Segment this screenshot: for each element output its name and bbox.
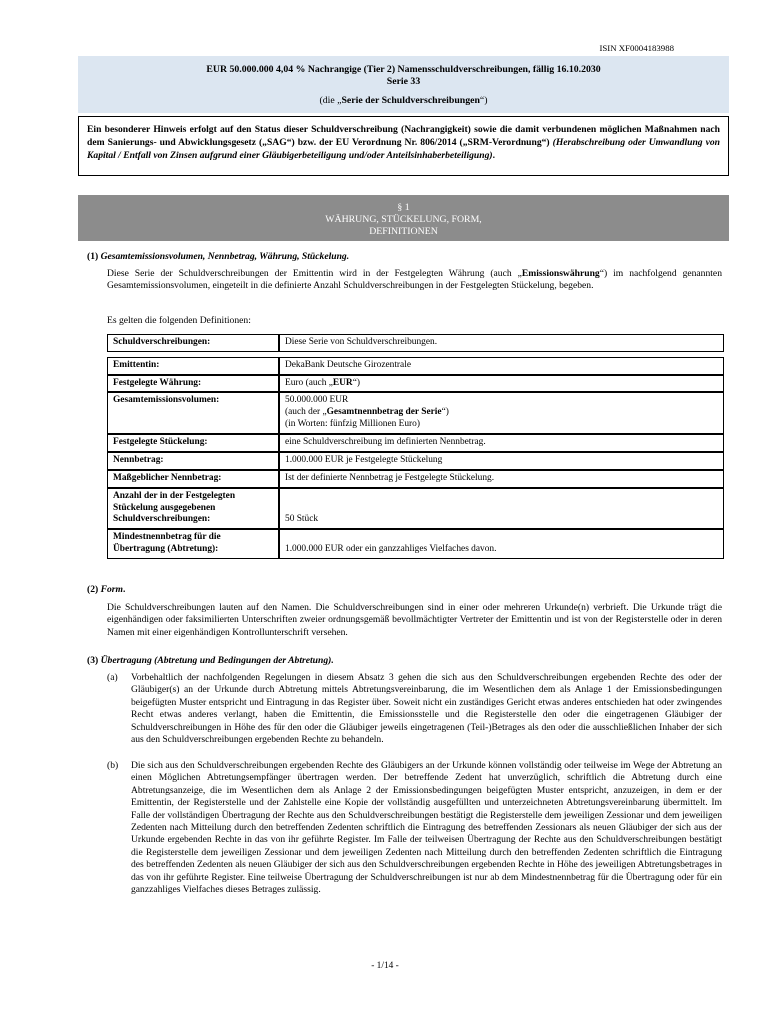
subsection-2-text: Die Schuldverschreibungen lauten auf den Namen. Die Schuldverschreibungen sind in einer oder mehreren Urkunde(n) verbrieft. Die Urkunde trägt die eigenhändigen oder faksimilierten Unterschriften zweier ordnungsgemäß bevollmächtigter Vertreter der Emittentin und ist von der Registerstelle oder in deren Namen mit einer eigenhändigen Kontrollunterschrift versehen.: [107, 602, 722, 638]
subsection-1-heading: (1) Gesamtemissionsvolumen, Nennbetrag, Währung, Stückelung.: [87, 251, 350, 262]
item-a-label: (a): [107, 672, 118, 683]
item-a-text: Vorbehaltlich der nachfolgenden Regelungen in diesem Absatz 3 gehen die sich aus den Schuldverschreibungen ergebenden Rechte des oder der Gläubiger(s) an der Urkunde durch Abtretung mittels Abtretungsvereinbarung, die im Wesentlichen dem als Anlage 1 der Emissionsbedingungen beigefügten Muster entspricht und Eintragung in das Register über. Soweit nicht ein zuständiges Gericht etwas anderes entschieden hat oder zwingendes Recht etwas anderes verlangt, haben die Emittentin, die Emissionsstelle und die Registerstelle den oder die eingetragenen Gläubiger der Schuldverschreibungen in Höhe des für den oder die Gläubiger jeweils eingetragenen (Teil-)Betrages als den oder die ausschließlichen Inhaber der sich aus den Schuldverschreibungen ergebenden Rechte zu behandeln.: [131, 672, 722, 746]
section-number: § 1: [397, 202, 410, 213]
section-title-line2: DEFINITIONEN: [369, 226, 438, 237]
document-header: [78, 56, 729, 113]
document-title: EUR 50.000.000 4,04 % Nachrangige (Tier 2) Namensschuldverschreibungen, fällig 16.10.2030: [206, 64, 601, 75]
definitions-table: [107, 334, 724, 559]
definition-row: Anzahl der in der Festgelegten Stückelung ausgegebenen Schuldverschreibungen: 50 Stück: [107, 488, 724, 529]
definition-row: Festgelegte Währung: Euro (auch „EUR“): [107, 375, 724, 393]
subsection-3-heading: (3) Übertragung (Abtretung und Bedingungen der Abtretung).: [87, 655, 334, 666]
definition-row: Gesamtemissionsvolumen: 50.000.000 EUR (auch der „Gesamtnennbetrag der Serie“) (in Worten: fünfzig Millionen Euro): [107, 392, 724, 434]
item-b-text: Die sich aus den Schuldverschreibungen ergebenden Rechte des Gläubigers an der Urkunde können vollständig oder teilweise im Wege der Abtretung an einen Möglichen Abtretungsempfänger übertragen werden. Der betreffende Zedent hat unverzüglich, schriftlich die Abtretung durch eine Abtretungsanzeige, die im Wesentlichen dem als Anlage 2 der Emissionsbedingungen beigefügten Muster entspricht, anzuzeigen, in dem er der Emittentin, der Registerstelle und der Zahlstelle eine Kopie der vollständig ausgefüllten und unterzeichneten Abtretungsvereinbarung übermittelt. Im Falle der vollständigen Übertragung der Rechte aus den Schuldverschreibungen bestätigt die Registerstelle dem jeweiligen Zessionar und dem jeweiligen Zedenten nach Mitteilung durch den betreffenden Zedenten schriftlich die Eintragung des betreffenden Zessionars als neuen Gläubiger der sich aus der Urkunde ergebenden Rechte in das von ihr geführte Register. Im Falle der teilweisen Übertragung der Rechte aus den Schuldverschreibungen bestätigt die Registerstelle dem jeweiligen Zessionar und dem jeweiligen Zedenten nach Mitteilung durch den betreffenden Zedenten schriftlich die Eintragung des betreffenden Zedenten als neuen Gläubiger der sich aus den Schuldverschreibungen ergebenden Rechte in Höhe des jeweiligen Abtretungsbetrages in das von ihr geführte Register. Eine teilweise Übertragung der Schuldverschreibungen ist nur ab dem Mindestnennbetrag für die Übertragung oder für ein ganzzahliges Vielfaches dieses Betrages zulässig.: [131, 760, 722, 896]
definition-row: Emittentin: DekaBank Deutsche Girozentrale: [107, 357, 724, 375]
item-b-label: (b): [107, 760, 119, 771]
page-number: - 1/14 -: [371, 961, 399, 971]
currency-value: Euro (auch „EUR“): [279, 375, 724, 393]
definition-row: Festgelegte Stückelung: eine Schuldverschreibung im definierten Nennbetrag.: [107, 434, 724, 452]
definition-row: Maßgeblicher Nennbetrag: Ist der definierte Nennbetrag je Festgelegte Stückelung.: [107, 470, 724, 488]
definition-row: Mindestnennbetrag für die Übertragung (Abtretung): 1.000.000 EUR oder ein ganzzahliges Vielfaches davon.: [107, 529, 724, 559]
section-heading: [78, 195, 729, 241]
series-designation: (die „Serie der Schuldverschreibungen“): [319, 94, 488, 106]
subsection-1-paragraph: Diese Serie der Schuldverschreibungen der Emittentin wird in der Festgelegten Währung (auch „Emissionswährung“) im nachfolgend genannten Gesamtemissionsvolumen, eingeteilt in die definierte Anzahl Schuldverschreibungen in der Festgelegten Stückelung, begeben.: [107, 268, 722, 292]
definition-row: Nennbetrag: 1.000.000 EUR je Festgelegte Stückelung: [107, 452, 724, 470]
definition-row: Schuldverschreibungen: Diese Serie von Schuldverschreibungen.: [107, 334, 724, 352]
section-title-line1: WÄHRUNG, STÜCKELUNG, FORM,: [325, 214, 482, 225]
subsection-2-heading: (2) Form.: [87, 584, 126, 595]
subordination-notice: Ein besonderer Hinweis erfolgt auf den Status dieser Schuldverschreibung (Nachrangigkeit) sowie die damit verbundenen möglichen Maßnahmen nach dem Sanierungs- und Abwicklungsgesetz („SAG“) bzw. der EU Verordnung Nr. 806/2014 („SRM-Verordnung“) (Herabschreibung oder Umwandlung von Kapital / Entfall von Zinsen aufgrund einer Gläubigerbeteiligung und/oder Anteilsinhaberbeteiligung).: [78, 116, 729, 176]
volume-value: 50.000.000 EUR (auch der „Gesamtnennbetrag der Serie“) (in Worten: fünfzig Millionen Euro): [279, 392, 724, 434]
definitions-intro: Es gelten die folgenden Definitionen:: [107, 315, 251, 326]
isin-label: ISIN XF0004183988: [599, 43, 674, 53]
series-number: Serie 33: [386, 76, 421, 88]
